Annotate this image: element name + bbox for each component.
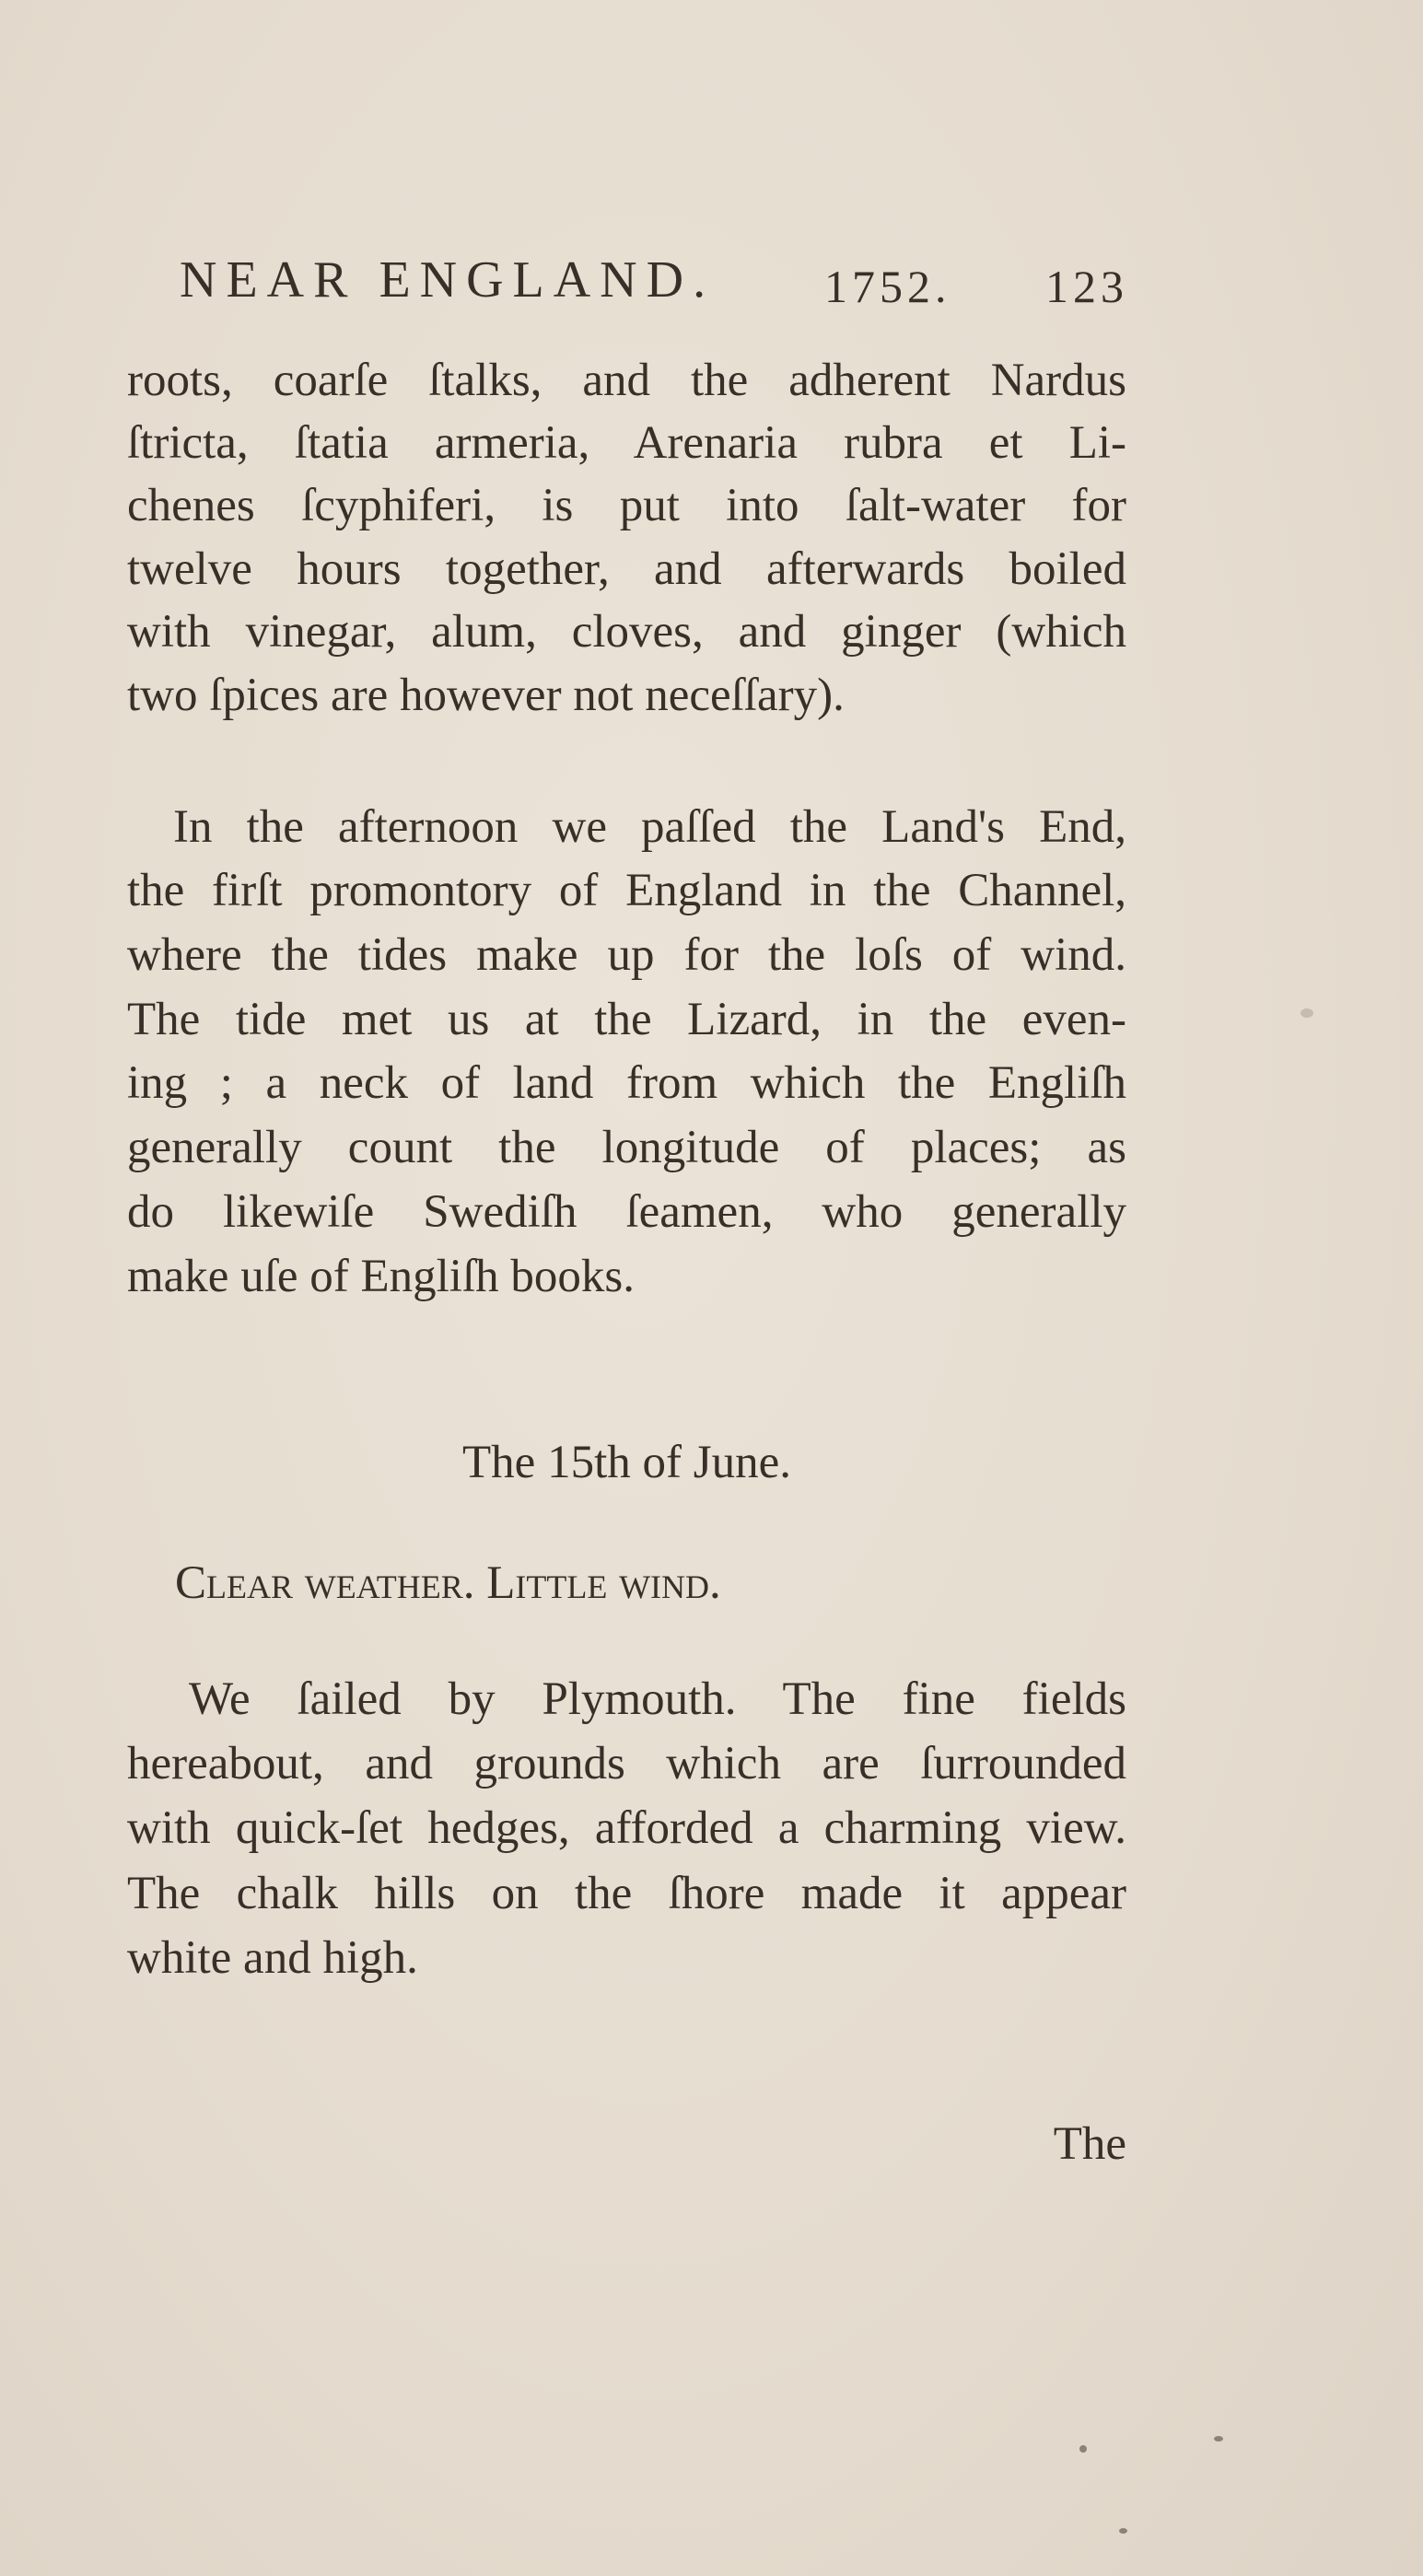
text-line: the firſt promontory of England in the Channel, [127,865,1126,916]
paper-speck [1214,2436,1223,2442]
text-line: We ſailed by Plymouth. The fine fields [189,1673,1126,1725]
text-line: Clear weather. Little wind. [175,1557,721,1609]
running-head [180,251,1128,324]
text-line: generally count the longitude of places; as [127,1122,1126,1173]
text-line: twelve hours together, and afterwards boiled [127,543,1126,595]
paper-speck [1079,2445,1087,2453]
text-line: ſtricta, ſtatia armeria, Arenaria rubra et Li- [127,417,1126,469]
text-line: chenes ſcyphiferi, is put into ſalt-water for [127,480,1126,531]
paper-speck [1301,1008,1313,1018]
text-line: roots, coarſe ſtalks, and the adherent Nardus [127,355,1126,406]
date-heading: The 15th of June. [462,1437,791,1488]
text-line: with quick-ſet hedges, afforded a charming view. [127,1802,1126,1854]
text-line: In the afternoon we paſſed the Land's End, [173,801,1126,853]
running-head-year: 1752. [824,261,951,312]
text-line: hereabout, and grounds which are ſurrounded [127,1738,1126,1789]
text-line: with vinegar, alum, cloves, and ginger (which [127,606,1126,658]
text-line: where the tides make up for the loſs of wind. [127,929,1126,981]
text-line: The chalk hills on the ſhore made it appear [127,1868,1126,1919]
catchword: The [1053,2118,1126,2170]
text-line: do likewiſe Swediſh ſeamen, who generally [127,1186,1126,1238]
paper-speck [1119,2528,1127,2534]
text-line: ing ; a neck of land from which the Engliſh [127,1057,1126,1109]
running-head-title: NEAR ENGLAND. [180,251,716,309]
page-number: 123 [1045,261,1128,312]
text-line: two ſpices are however not neceſſary). [127,670,845,721]
text-line: white and high. [127,1932,418,1984]
text-line: The tide met us at the Lizard, in the even- [127,994,1126,1045]
text-line: make uſe of Engliſh books. [127,1251,635,1302]
